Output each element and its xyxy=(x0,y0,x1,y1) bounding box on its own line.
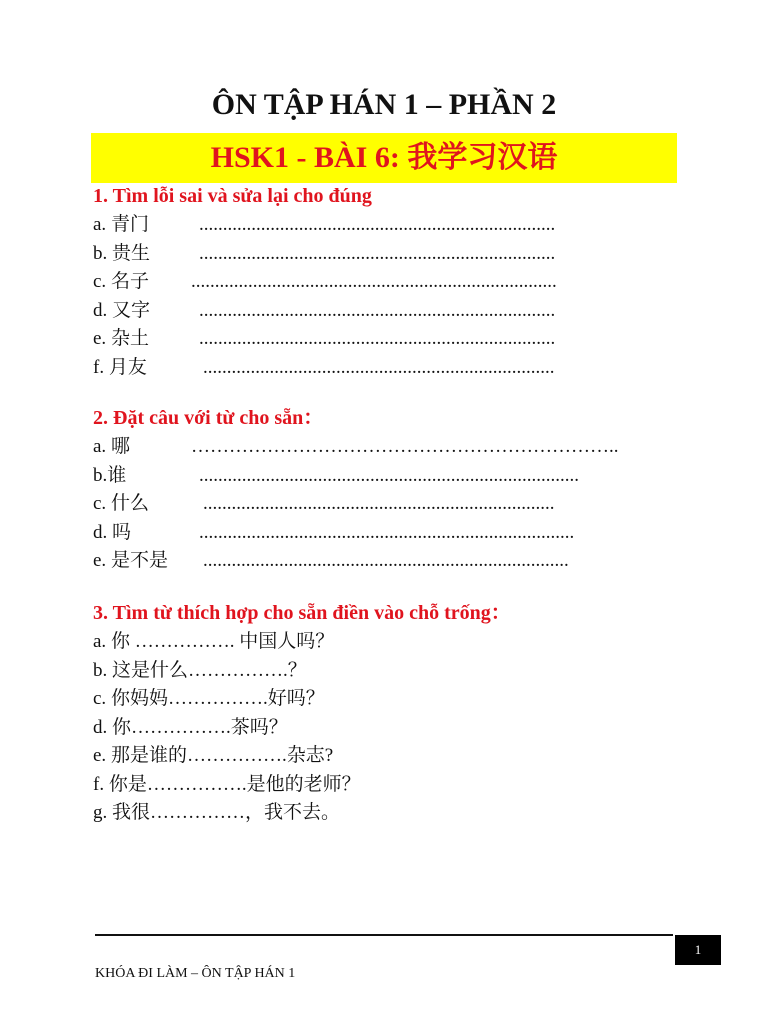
list-item xyxy=(93,240,693,269)
item-label: d. xyxy=(93,299,108,321)
item-label: a. xyxy=(93,436,107,457)
item-sentence[interactable]: 你是…………….是他的老师？ xyxy=(108,773,361,795)
section-heading: 3. Tìm từ thích hợp cho sẵn điền vào chỗ trống： xyxy=(93,602,511,624)
item-word: 哪 xyxy=(110,436,130,457)
answer-line[interactable]: ............................................................................... xyxy=(199,521,575,543)
list-item xyxy=(93,742,693,771)
item-word: 是不是 xyxy=(110,550,168,571)
answer-line[interactable]: ........................................................................... xyxy=(199,328,556,349)
item-label: b. xyxy=(93,242,108,264)
list-item xyxy=(93,685,693,714)
item-label: d. xyxy=(93,521,108,543)
section-heading: 1. Tìm lỗi sai và sửa lại cho đúng xyxy=(93,185,372,207)
item-sentence[interactable]: 我很……………，我不去。 xyxy=(112,802,341,823)
page-number: 1 xyxy=(675,935,721,965)
item-label: g. xyxy=(93,802,108,823)
item-word: 吗 xyxy=(112,521,132,543)
answer-line[interactable]: .......................................................................... xyxy=(203,493,555,514)
list-item xyxy=(93,714,693,743)
item-label: a. xyxy=(93,214,107,235)
answer-line[interactable]: ........................................................................... xyxy=(199,214,556,235)
section-make-sentences xyxy=(93,405,693,576)
item-sentence[interactable]: 你 ……………. 中国人吗？ xyxy=(110,631,335,652)
answer-line[interactable]: ................................................................................ xyxy=(199,464,579,486)
footer-divider xyxy=(95,934,673,936)
page-title: ÔN TẬP HÁN 1 – PHẦN 2 xyxy=(211,88,557,121)
item-word: 又字 xyxy=(112,299,151,321)
item-label: c. xyxy=(93,688,107,709)
item-label: b. xyxy=(93,659,108,681)
item-sentence[interactable]: 你…………….茶吗？ xyxy=(112,716,288,738)
section-find-errors xyxy=(93,183,693,382)
answer-line[interactable]: ........................................................................... xyxy=(199,299,556,321)
list-item xyxy=(93,297,693,326)
list-item xyxy=(93,433,693,462)
list-item xyxy=(93,490,693,519)
list-item xyxy=(93,771,693,800)
list-item xyxy=(93,799,693,828)
list-item xyxy=(93,268,693,297)
item-sentence[interactable]: 你妈妈…………….好吗？ xyxy=(110,688,325,709)
item-label: c. xyxy=(93,493,107,514)
item-label: b. xyxy=(93,464,108,486)
item-sentence[interactable]: 那是谁的…………….杂志? xyxy=(110,745,334,766)
item-word: 谁 xyxy=(107,464,127,486)
item-label: f. xyxy=(93,356,105,378)
list-item xyxy=(93,462,693,491)
answer-line[interactable]: ........................................................................... xyxy=(199,242,556,264)
item-label: e. xyxy=(93,328,107,349)
section-fill-blanks xyxy=(93,600,693,828)
item-sentence[interactable]: 这是什么…………….？ xyxy=(112,659,307,681)
answer-line[interactable]: ............................................................................. xyxy=(203,550,569,571)
item-word: 杂土 xyxy=(110,328,149,349)
item-label: e. xyxy=(93,745,107,766)
item-label: f. xyxy=(93,773,105,795)
list-item xyxy=(93,519,693,548)
item-word: 什么 xyxy=(110,493,149,514)
item-word: 名子 xyxy=(110,271,149,292)
footer-text: KHÓA ĐI LÀM – ÔN TẬP HÁN 1 xyxy=(95,966,296,981)
item-label: d. xyxy=(93,716,108,738)
lesson-banner: HSK1 - BÀI 6: 我学习汉语 xyxy=(91,133,677,183)
answer-line[interactable]: ………………………………………………………….. xyxy=(191,436,619,457)
item-word: 青门 xyxy=(110,214,149,235)
list-item xyxy=(93,657,693,686)
item-word: 贵生 xyxy=(112,242,151,264)
item-label: a. xyxy=(93,631,107,652)
list-item xyxy=(93,628,693,657)
item-label: e. xyxy=(93,550,107,571)
list-item xyxy=(93,211,693,240)
answer-line[interactable]: ............................................................................. xyxy=(191,271,557,292)
item-word: 月友 xyxy=(108,356,147,378)
answer-line[interactable]: .......................................................................... xyxy=(203,356,555,378)
list-item xyxy=(93,325,693,354)
item-label: c. xyxy=(93,271,107,292)
list-item xyxy=(93,547,693,576)
list-item xyxy=(93,354,693,383)
section-heading: 2. Đặt câu với từ cho sẵn： xyxy=(93,407,324,429)
